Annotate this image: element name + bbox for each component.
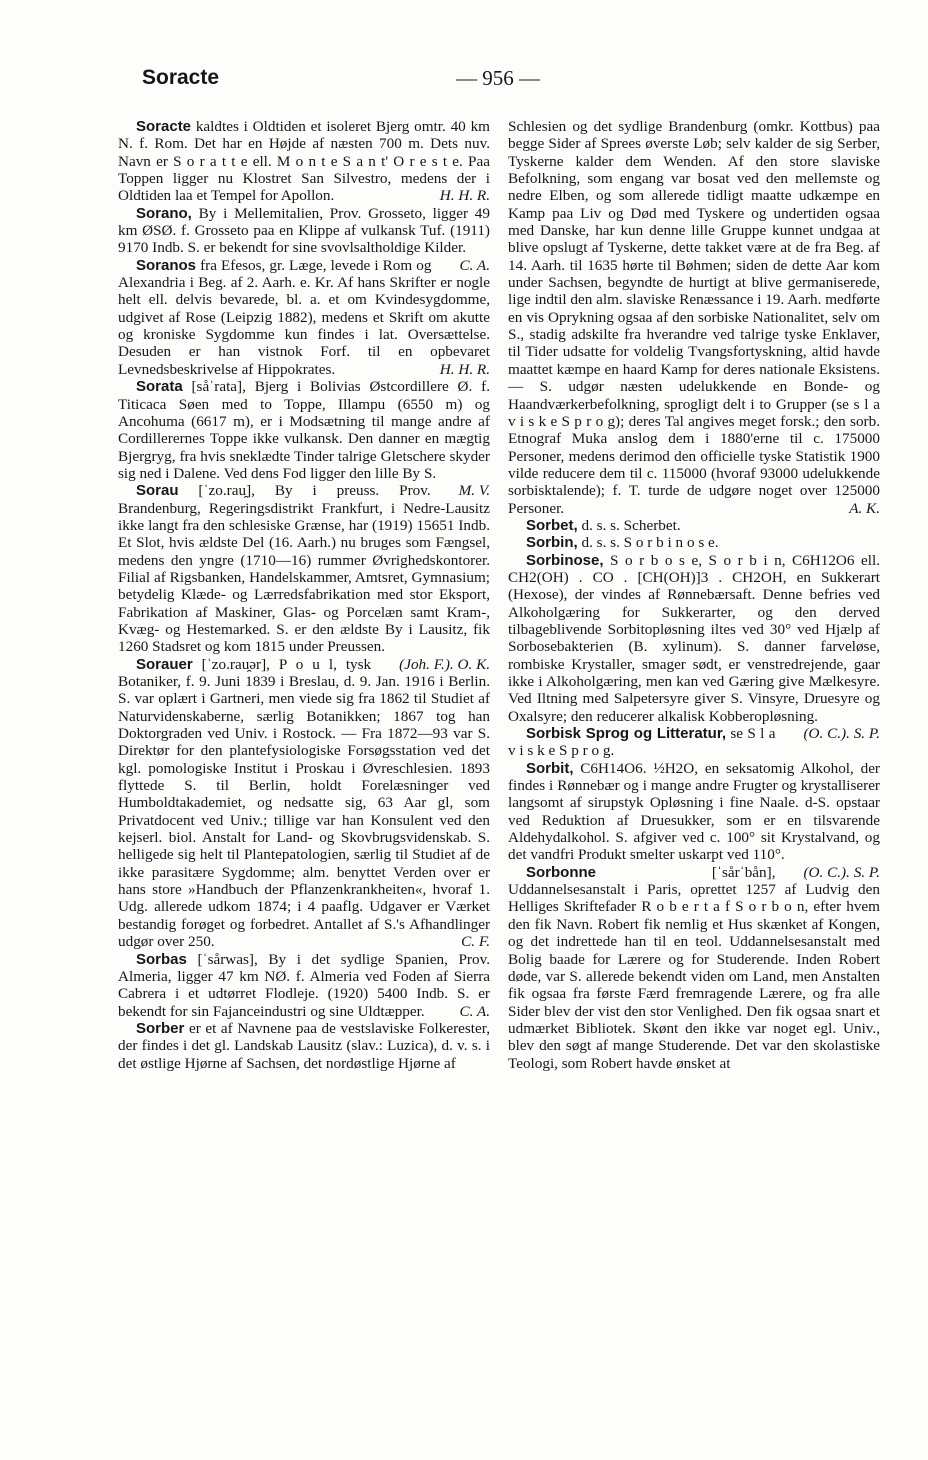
entry-text: [ˈzo.rau̯ər], P o u l, tysk Botaniker, f. 9. Juni 1839 i Breslau, d. 9. Jan. 1916 i Berlin. S. var oplært i Gartneri, men viede sig fra 1862 til Studiet af Naturvidenskaberne, særlig Botanikken; 1867 tog han Doktorgraden ved Univ. i Rostock. — Fra 1872—93 var S. Direktør for den plantefysiologiske Forsøgsstation ved det kgl. pomologiske Institut i Proskau i Øvreschlesien. 1893 flyttede S. til Berlin, holdt Forelæsninger ved Humboldtakademiet, og nedsatte sig, 63 Aar gl, som Privatdocent ved Univ.; tillige var han Konsulent ved den kejserl. biol. Anstalt for Land- og Skovbrugsvidenskab. S. helligede sig helt til Plantepatologien, særlig til Studiet af de ikke parasitære Sygdomme; alm. benyttet Verden over er hans store »Handbuch der Pflanzenkrankheiten«, hvoraf 1. Udg. allerede udkom 1874; i 4 paaflg. Udgaver er Værket bestandig forøget og forbedret. Antallet af S.'s Afhandlinger udgør over 250. — [118, 655, 490, 951]
author-signature: M. V. — [458, 482, 490, 500]
headword: Sorbas — [136, 950, 187, 968]
entry-text: er et af Navnene paa de vestslaviske Folkerester, der findes i det gl. Landskab Lausitz (slav.: Luzica), d. v. s. i det østlige Hjørne af Sachsen, det nordøstlige Hjørne af — [118, 1019, 490, 1072]
right-column — [508, 118, 880, 1458]
entry-text: S o r b o s e, S o r b i n, C6H12O6 ell. CH2(OH) . CO . [CH(OH)]3 . CH2OH, en Sukkerart (Hexose), der vindes af Rønnebærsaft. Denne befries ved Alkoholgæring for Sukkerarter, og den derved tilbageblivende Sorbitopløsning iltes ved 30° ved Hjælp af Sorbosebakterien (B. xylinum). S. danner farveløse, rombiske Krystaller, smager sødt, er venstredrejende, gaar ikke i Alkoholgæring, men kan ved Gæring give Mælkesyre. Ved Iltning med Salpetersyre giver S. Vinsyre, Druesyre og Oxalsyre; den reducerer alkalisk Kobberopløsning. — [508, 551, 880, 725]
headword: Sorbet, — [526, 516, 578, 534]
author-signature: (Joh. F.). O. K. — [399, 655, 490, 673]
entry — [118, 257, 490, 378]
page-number: — 956 — — [456, 66, 540, 90]
headword: Sorbonne — [526, 863, 596, 881]
entry-text: By i Mellemitalien, Prov. Grosseto, ligger 49 km ØSØ. f. Grosseto paa en Klippe af vulkansk Tuf. (1911) 9170 Indb. S. er bekendt for sine svovlsaltholdige Kilder. — [118, 204, 490, 257]
entry — [118, 656, 490, 951]
author-signature: (O. C.). S. P. — [803, 863, 880, 881]
headword: Sorata — [136, 378, 183, 396]
headword: Sorbisk Sprog og Litteratur, — [526, 725, 727, 743]
headword: Sorber — [136, 1019, 185, 1037]
entry-text: se S l a v i s k e S p r o g. — [508, 725, 776, 760]
entry — [508, 534, 880, 551]
entry-text: [ˈsårwas], By i det sydlige Spanien, Prov. Almeria, ligger 47 km NØ. f. Almeria ved Foden af Sierra Cabrera i et udtørret Flodleje. (1920) 5400 Indb. S. er bekendt for sin Fajanceindustri og sine Uldtæpper. — [118, 950, 490, 1020]
headword: Sorano, — [136, 204, 192, 222]
author-signature: C. A. — [459, 256, 490, 274]
entry-text: Schlesien og det sydlige Brandenburg (omkr. Kottbus) paa begge Sider af Sprees øverste Løb; selv kalder de sig Serber, Tyskerne kalder dem Wenden. Af den store slaviske Befolkning, som engang var bosat ved den mellemste og nedre Elben, og som allerede tidligt maatte udkæmpe en Kamp paa Liv og Død med Tyskere og undertiden ogsaa med Danske, har kun denne lille Gruppe kunnet undgaa at blive opslugt af Tyskerne, dette takket være at de fra Beg. af 14. Aarh. til 1635 hørte til Bøhmen; siden de dette Aar kom under Sachsen, begyndte de hurtigt at blive germaniserede, lige indtil den alm. slaviske Renæssance i 19. Aarh. medførte en vis Oprykning ogsaa af den sorbiske Nationalitet, selv om S., stadig adskilte fra hverandre ved talrige tyske Enklaver, til Tider udsatte for voldelig Tvangsfortyskning, altid havde maattet kæmpe en haard Kamp for deres nationale Eksistens. — S. udgør næsten udelukkende en Bonde- og Haandværkerbefolkning, sprogligt delt i to Grupper (se s l a v i s k e S p r o g); deres Tal angives meget forsk.; den sorb. Etnograf Muka anslog dem i 1880'erne til c. 175000 Personer, medens derimod den officielle tyske Statistik 1900 vilde reducere dem til c. 115000 (hvoraf 93000 udelukkende sorbisktalende); f. T. turde de udgøre noget over 125000 Personer. — [508, 118, 880, 517]
page-header — [118, 62, 890, 102]
entry-text: [såˈrata], Bjerg i Bolivias Østcordillere Ø. f. Titicaca Søen med to Toppe, Illampu (6550 m) og Ancohuma (6617 m), er i Modsætning til mange andre af Cordillerernes Toppe ikke vulkansk. Den danner en mægtig Bjergryg, fra hvis sneklædte Tinder talrige Gletschere skyder sig ned i Dalene. Ved dens Fod ligger den lille By S. — [118, 378, 490, 482]
headword: Sorbin, — [526, 534, 578, 552]
entry — [118, 1020, 490, 1072]
entry-text: C6H14O6. ½H2O, en seksatomig Alkohol, der findes i Rønnebær og i mange andre Frugter og krystalliserer langsomt af sirupstyk Opløsning i fine Naale. d-S. opstaar ved Reduktion af Druesukker, som er en tilsvarende Aldehydalkohol. S. afgiver ved c. 100° sit Krystalvand, og det vandfri Produkt smelter uskarpt ved 110°. — [508, 759, 880, 864]
headword: Sorbinose, — [526, 551, 604, 569]
headword: Soranos — [136, 256, 197, 274]
entry — [118, 951, 490, 1020]
author-signature: A. K. — [849, 499, 880, 517]
headword: Sorbit, — [526, 759, 574, 777]
entry-text: kaldtes i Oldtiden et isoleret Bjerg omtr. 40 km N. f. Rom. Det har en Højde af næsten 700 m. Dets nuv. Navn er S o r a t t e ell. M o n t e S a n t' O r e s t e. Paa Toppen ligger nu Klostret San Silvestro, medens der i Oldtiden laa et Tempel for Apollon. — [118, 118, 490, 205]
entry-text: fra Efesos, gr. Læge, levede i Rom og Alexandria i Beg. af 2. Aarh. e. Kr. Af hans Skrifter er nogle helt ell. delvis bevarede, bl. a. et om Kvindesygdomme, udgivet af Rose (Leipzig 1882), medens et Skrift om akutte og kroniske Sygdomme kun findes i lat. Oversættelse. Desuden er han vistnok Forf. til en opbevaret Levnedsbeskrivelse af Hippokrates. — [118, 256, 490, 378]
headword: Sorau — [136, 482, 179, 500]
headword: Sorauer — [136, 655, 193, 673]
headword: Soracte — [136, 118, 192, 135]
author-signature: H. H. R. — [439, 360, 490, 378]
entry — [118, 118, 490, 205]
author-signature: (O. C.). S. P. — [803, 725, 880, 743]
entry-text: d. s. s. Scherbet. — [577, 516, 681, 534]
entry-text: [ˈsårˈbån], Uddannelsesanstalt i Paris, oprettet 1257 af Ludvig den Helliges Skriftefader R o b e r t a f S o r b o n, efter hvem den fik Navn. Robert fik nemlig et Hus skænket af Kongen, og det indrettede han til en teol. Uddannelsesanstalt med Bolig baade for Lærere og for Studerende. Inden Robert døde, var S. allerede bekendt viden om Land, men Anstalten fik ogsaa fra første Færd fremragende Lærere, og fra alle Sider blev der vist den stor Venlighed. Den fik ogsaa snart et udmærket Bibliotek. Skønt den ikke var noget egl. Univ., blev den søgt af mange Studerende. Det var den skolastiske Teologi, som Robert havde ønsket at — [508, 863, 880, 1072]
running-head: Soracte — [142, 66, 220, 89]
author-signature: H. H. R. — [439, 187, 490, 205]
entry — [508, 864, 880, 1072]
entry — [508, 517, 880, 534]
author-signature: C. F. — [461, 933, 490, 951]
entry-continuation — [508, 118, 880, 517]
entry-text: d. s. s. S o r b i n o s e. — [577, 534, 719, 552]
author-signature: C. A. — [459, 1002, 490, 1020]
left-column — [118, 118, 490, 1458]
entry-text: [ˈzo.rau̯], By i preuss. Prov. Brandenburg, Regeringsdistrikt Frankfurt, i Nedre-Lausitz ikke langt fra den schlesiske Grænse, har (1919) 15651 Indb. Et Slot, hvis ældste Del (16. Aarh.) nu bruges som Fængsel, medens den yngre (1710—16) rummer Øvrighedskontorer. Filial af Rigsbanken, Handelskammer, Amtsret, Gymnasium; betydelig Klæde- og Lærredsfabrikation med stor Eksport, Fabrikation af Maskiner, Glas- og Porcelæn samt Kram-, Kvæg- og Hestemarked. S. er den ældste By i Lausitz, fik 1260 Stadsret og kom 1815 under Preussen. — [118, 482, 490, 656]
